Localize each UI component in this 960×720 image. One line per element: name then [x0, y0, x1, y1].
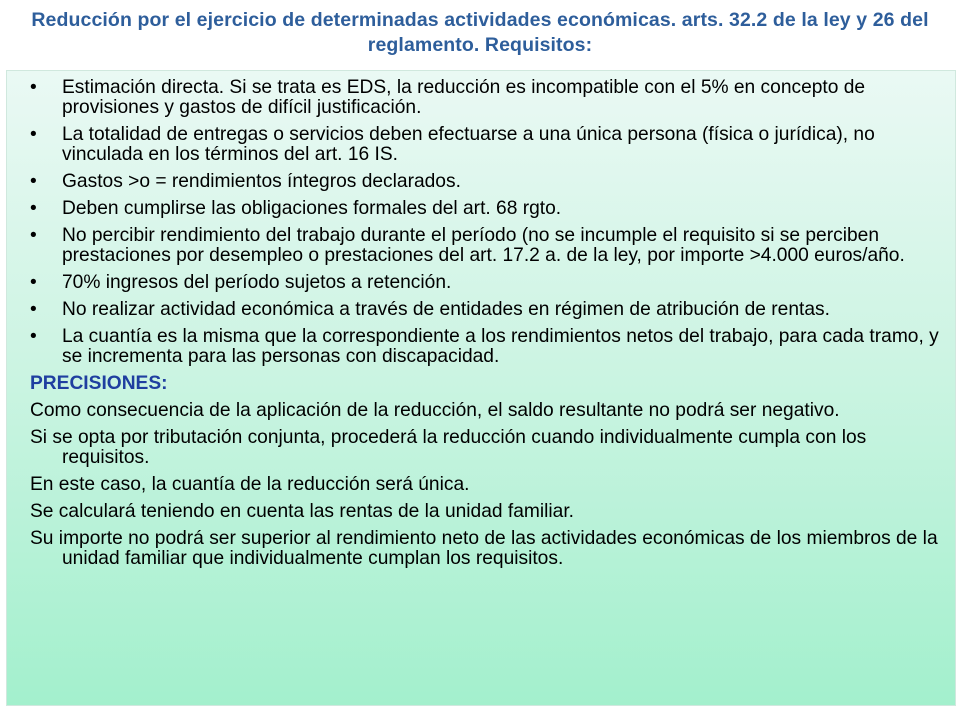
- bullet-icon: •: [30, 272, 37, 293]
- precision-paragraph: Como consecuencia de la aplicación de la reducción, el saldo resultante no podrá ser negativo.: [30, 400, 840, 421]
- list-item: [30, 199, 948, 219]
- list-item: [30, 327, 948, 367]
- list-item: [30, 125, 948, 165]
- precision-paragraph: Se calculará teniendo en cuenta las rentas de la unidad familiar.: [30, 501, 574, 522]
- bullet-icon: •: [30, 326, 37, 347]
- list-item-text: Gastos >o = rendimientos íntegros declarados.: [62, 171, 461, 192]
- requirements-list: [30, 78, 948, 367]
- precision-paragraph: Su importe no podrá ser superior al rendimiento neto de las actividades económicas de los miembros de la unidad familiar que individualmente cumplan los requisitos.: [30, 528, 938, 569]
- bullet-icon: •: [30, 171, 37, 192]
- list-item: [30, 300, 948, 320]
- bullet-icon: •: [30, 77, 37, 98]
- list-item: [30, 172, 948, 192]
- precisiones-heading: PRECISIONES:: [30, 373, 168, 394]
- content-area: [30, 78, 948, 576]
- list-item-text: Estimación directa. Si se trata es EDS, la reducción es incompatible con el 5% en concepto de provisiones y gastos de difícil justificación.: [62, 77, 866, 118]
- list-item-text: 70% ingresos del período sujetos a retención.: [62, 272, 452, 293]
- slide-title: Reducción por el ejercicio de determinadas actividades económicas. arts. 32.2 de la ley y 26 del reglamento. Requisitos:: [31, 9, 929, 56]
- bullet-icon: •: [30, 198, 37, 219]
- precision-paragraph: En este caso, la cuantía de la reducción será única.: [30, 474, 470, 495]
- list-item: [30, 226, 948, 266]
- list-item-text: La cuantía es la misma que la correspondiente a los rendimientos netos del trabajo, para cada tramo, y se incrementa para las personas con discapacidad.: [62, 326, 939, 367]
- list-item: [30, 78, 948, 118]
- bullet-icon: •: [30, 124, 37, 145]
- list-item-text: No realizar actividad económica a través de entidades en régimen de atribución de rentas.: [62, 299, 830, 320]
- bullet-icon: •: [30, 225, 37, 246]
- list-item: [30, 273, 948, 293]
- precision-paragraph: Si se opta por tributación conjunta, procederá la reducción cuando individualmente cumpla con los requisitos.: [30, 427, 867, 468]
- list-item-text: Deben cumplirse las obligaciones formales del art. 68 rgto.: [62, 198, 562, 219]
- bullet-icon: •: [30, 299, 37, 320]
- list-item-text: No percibir rendimiento del trabajo durante el período (no se incumple el requisito si se perciben prestaciones por desempleo o prestaciones del art. 17.2 a. de la ley, por importe >4.000 euros/año.: [62, 225, 905, 266]
- list-item-text: La totalidad de entregas o servicios deben efectuarse a una única persona (física o jurídica), no vinculada en los términos del art. 16 IS.: [62, 124, 875, 165]
